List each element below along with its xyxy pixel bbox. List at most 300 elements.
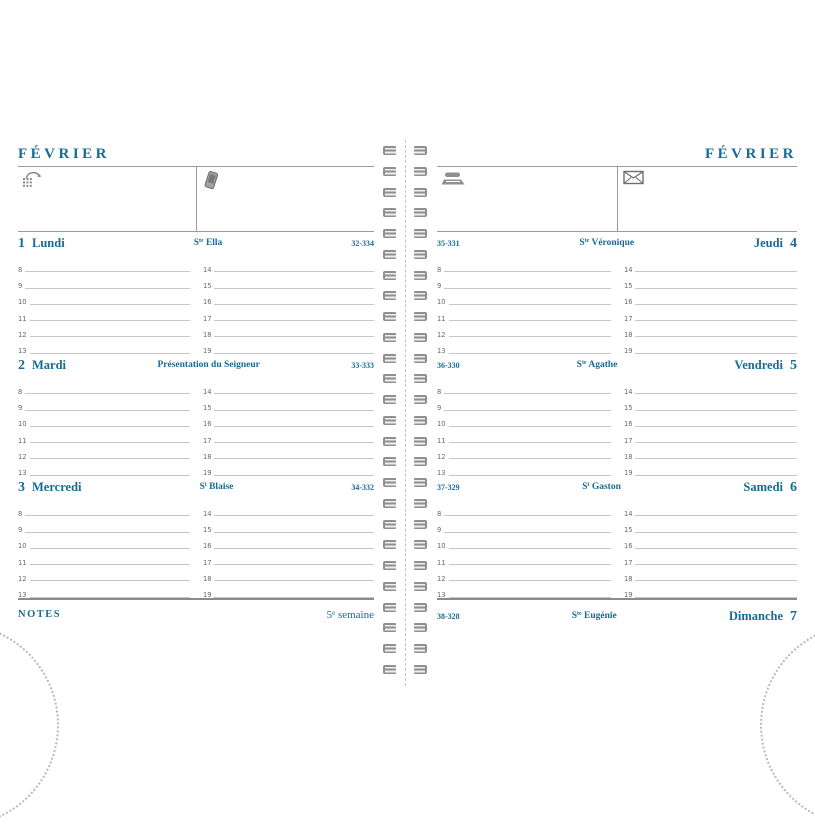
- hour-row: [623, 394, 798, 413]
- day-header: [437, 476, 797, 500]
- hour-row: [202, 459, 375, 478]
- fax-icon: [441, 170, 617, 188]
- day-label: [754, 236, 797, 252]
- binding-loop-pair: [383, 291, 427, 300]
- hour-label: 11: [437, 558, 446, 567]
- hour-row: [203, 305, 375, 321]
- hour-line: [30, 352, 190, 354]
- hour-label: 15: [623, 281, 633, 291]
- binding-loop-right: [414, 291, 427, 300]
- day-block-jeudi-4: [437, 232, 797, 354]
- day-name: Dimanche: [728, 609, 783, 623]
- hour-label: 17: [202, 314, 212, 323]
- hour-label: 18: [202, 330, 212, 339]
- phone-keypad-icon: [22, 170, 196, 188]
- hour-label: 13: [437, 591, 446, 600]
- hour-line: [30, 596, 190, 598]
- hour-label: 19: [623, 591, 633, 600]
- day-number: 6: [790, 480, 797, 495]
- hour-label: 11: [18, 558, 27, 567]
- binding-loop-right: [414, 250, 427, 259]
- hour-row: [203, 411, 375, 427]
- hour-label: 16: [623, 298, 633, 307]
- hour-label: 17: [623, 558, 633, 567]
- hour-row: [623, 459, 798, 478]
- hour-label: 14: [623, 387, 633, 396]
- envelope-icon: [623, 170, 797, 185]
- day-label: [734, 358, 797, 374]
- left-page: [18, 140, 374, 621]
- hour-line: [214, 596, 374, 598]
- hour-label: 8: [437, 265, 442, 274]
- saint-name: $S^{te}$ Agathe: [576, 360, 618, 370]
- hour-label: 15: [623, 403, 633, 413]
- hour-row: [437, 321, 611, 337]
- binding-loop-left: [383, 416, 396, 425]
- hour-line: [214, 474, 374, 476]
- binding-loop-pair: [383, 333, 427, 342]
- hour-row: [203, 533, 375, 549]
- hour-row: [624, 533, 798, 549]
- month-title: FÉVRIER: [704, 146, 797, 162]
- hour-label: 12: [437, 452, 446, 461]
- hour-row: [624, 443, 798, 459]
- hour-label: 16: [623, 420, 633, 429]
- binding-loop-pair: [383, 520, 427, 529]
- binding-loop-left: [383, 188, 396, 197]
- hour-label: 18: [623, 452, 633, 461]
- left-page-header: [18, 140, 374, 167]
- hour-label: 9: [437, 525, 442, 535]
- day-code: 35-331: [437, 239, 460, 248]
- day-name: Jeudi: [753, 236, 783, 250]
- hour-line: [449, 474, 611, 476]
- saint-name: $S^t$ Blaise: [199, 482, 234, 492]
- hour-label: 19: [202, 469, 212, 478]
- hour-label: 16: [202, 420, 212, 429]
- binding-loop-left: [383, 291, 396, 300]
- hour-label: 12: [437, 330, 446, 339]
- hour-label: 11: [437, 314, 446, 323]
- hour-row: [202, 337, 375, 356]
- hour-label: 11: [18, 436, 27, 445]
- hour-label: 13: [18, 347, 27, 356]
- binding-loop-left: [383, 520, 396, 529]
- day-code: 36-330: [437, 361, 460, 370]
- binding-loop-pair: [383, 312, 427, 321]
- hour-line: [449, 596, 611, 598]
- hour-label: 10: [437, 298, 446, 307]
- hour-label: 8: [18, 387, 23, 396]
- day-label: [18, 236, 65, 252]
- hour-label: 13: [18, 469, 27, 478]
- hour-row: [203, 549, 375, 565]
- saint-name: $S^{te}$ Ella: [193, 238, 223, 248]
- hour-row: [624, 565, 798, 581]
- hour-row: [18, 533, 190, 549]
- binding-loop-left: [383, 229, 396, 238]
- binding-loop-left: [383, 540, 396, 549]
- hour-label: 17: [623, 314, 633, 323]
- binding-loop-pair: [383, 395, 427, 404]
- hour-row: [437, 427, 611, 443]
- binding-loop-right: [414, 208, 427, 217]
- binding-loop-left: [383, 561, 396, 570]
- hour-row: [18, 305, 190, 321]
- binding-loop-left: [383, 582, 396, 591]
- hour-row: [203, 289, 375, 305]
- hour-row: [437, 581, 611, 600]
- hour-row: [624, 256, 798, 272]
- hour-row: [623, 581, 798, 600]
- binding-loop-right: [414, 499, 427, 508]
- binding-loop-right: [414, 457, 427, 466]
- day-block-samedi-6: [437, 476, 797, 598]
- day-name: Mercredi: [32, 480, 82, 494]
- hour-line: [635, 596, 797, 598]
- binding-loop-pair: [383, 623, 427, 632]
- binding-loop-left: [383, 395, 396, 404]
- hour-row: [203, 256, 375, 272]
- mail-notes-cell: [617, 167, 797, 231]
- binding-loop-left: [383, 665, 396, 674]
- binding-loop-left: [383, 644, 396, 653]
- day-label: [729, 609, 797, 625]
- day-header: [18, 354, 374, 378]
- day-number: 4: [790, 236, 797, 251]
- day-code: 32-334: [351, 239, 374, 248]
- hour-row: [624, 378, 798, 394]
- binding-loop-left: [383, 374, 396, 383]
- day-block-mardi-2: [18, 354, 374, 476]
- hour-label: 13: [18, 591, 27, 600]
- hour-label: 12: [18, 574, 27, 583]
- hour-row: [203, 427, 375, 443]
- binding-loop-pair: [383, 354, 427, 363]
- hour-label: 14: [202, 387, 212, 396]
- hour-row: [437, 565, 611, 581]
- binding-loop-pair: [383, 603, 427, 612]
- hour-row: [624, 321, 798, 337]
- hour-row: [202, 581, 375, 600]
- day-block-dimanche-7: [437, 598, 797, 625]
- right-page-header: [437, 140, 797, 167]
- binding-loop-pair: [383, 644, 427, 653]
- hour-label: 15: [202, 281, 212, 291]
- day-block-vendredi-5: [437, 354, 797, 476]
- spiral-binding: [383, 146, 427, 674]
- hour-row: [624, 427, 798, 443]
- day-header: [18, 232, 374, 256]
- binding-loop-right: [414, 146, 427, 155]
- hour-label: 17: [202, 436, 212, 445]
- binding-loop-left: [383, 250, 396, 259]
- hour-row: [18, 516, 190, 535]
- binding-loop-pair: [383, 374, 427, 383]
- binding-loop-left: [383, 167, 396, 176]
- binding-loop-right: [414, 229, 427, 238]
- right-icon-row: [437, 167, 797, 232]
- day-header: [18, 476, 374, 500]
- binding-loop-left: [383, 271, 396, 280]
- hour-row: [624, 549, 798, 565]
- binding-loop-right: [414, 333, 427, 342]
- hour-row: [203, 565, 375, 581]
- hour-line: [30, 474, 190, 476]
- hour-row: [18, 256, 190, 272]
- hour-row: [18, 443, 190, 459]
- hour-label: 19: [623, 469, 633, 478]
- day-block-lundi-1: [18, 232, 374, 354]
- hour-label: 18: [623, 330, 633, 339]
- hour-row: [18, 394, 190, 413]
- hour-label: 15: [202, 525, 212, 535]
- right-page: [437, 140, 797, 625]
- hour-row: [18, 337, 190, 356]
- day-header: [437, 354, 797, 378]
- day-name: Lundi: [32, 236, 65, 250]
- binding-loop-right: [414, 167, 427, 176]
- hour-row: [18, 321, 190, 337]
- binding-loop-pair: [383, 416, 427, 425]
- day-name: Vendredi: [734, 358, 783, 372]
- hour-grid: [437, 256, 797, 354]
- hour-line: [635, 352, 797, 354]
- hour-label: 11: [437, 436, 446, 445]
- hour-label: 15: [202, 403, 212, 413]
- binding-loop-pair: [383, 478, 427, 487]
- hour-label: 15: [623, 525, 633, 535]
- binding-loop-pair: [383, 561, 427, 570]
- hour-row: [623, 272, 798, 291]
- day-number: 5: [790, 358, 797, 373]
- day-name: Samedi: [743, 480, 783, 494]
- binding-loop-pair: [383, 665, 427, 674]
- binding-loop-right: [414, 312, 427, 321]
- day-number: 1: [18, 236, 25, 251]
- hour-row: [437, 500, 611, 516]
- hour-grid: [437, 378, 797, 476]
- week-number-label: 5e semaine: [326, 609, 374, 621]
- hour-row: [437, 305, 611, 321]
- hour-row: [624, 305, 798, 321]
- hour-row: [18, 378, 190, 394]
- hour-label: 13: [437, 347, 446, 356]
- hour-label: 17: [202, 558, 212, 567]
- hour-label: 17: [623, 436, 633, 445]
- hour-label: 9: [437, 403, 442, 413]
- hour-row: [202, 516, 375, 535]
- binding-loop-pair: [383, 499, 427, 508]
- hour-label: 14: [202, 509, 212, 518]
- binding-loop-left: [383, 312, 396, 321]
- day-label: [18, 358, 66, 374]
- day-code: 33-333: [351, 361, 374, 370]
- binding-loop-right: [414, 520, 427, 529]
- hour-row: [437, 459, 611, 478]
- left-icon-row: [18, 167, 374, 232]
- binding-loop-pair: [383, 229, 427, 238]
- hour-label: 18: [202, 574, 212, 583]
- hour-grid: [18, 500, 374, 598]
- hour-row: [18, 581, 190, 600]
- binding-loop-right: [414, 561, 427, 570]
- binding-loop-right: [414, 271, 427, 280]
- corner-arc-left: [0, 623, 59, 827]
- day-number: 2: [18, 358, 25, 373]
- binding-loop-right: [414, 354, 427, 363]
- hour-label: 10: [18, 542, 27, 551]
- hour-row: [18, 411, 190, 427]
- hour-row: [437, 394, 611, 413]
- binding-loop-left: [383, 603, 396, 612]
- hour-label: 19: [202, 591, 212, 600]
- hour-label: 9: [18, 525, 23, 535]
- hour-label: 8: [437, 509, 442, 518]
- hour-label: 12: [18, 330, 27, 339]
- mobile-notes-cell: [196, 167, 374, 231]
- hour-row: [202, 394, 375, 413]
- binding-loop-right: [414, 644, 427, 653]
- day-number: 7: [790, 609, 797, 624]
- saint-name: $S^{te}$ Véronique: [579, 238, 635, 248]
- hour-grid: [18, 378, 374, 476]
- hour-label: 14: [623, 509, 633, 518]
- hour-label: 9: [18, 281, 23, 291]
- binding-loop-right: [414, 623, 427, 632]
- hour-label: 9: [437, 281, 442, 291]
- hour-label: 8: [18, 265, 23, 274]
- hour-label: 10: [437, 420, 446, 429]
- hour-row: [18, 427, 190, 443]
- hour-label: 18: [623, 574, 633, 583]
- binding-loop-left: [383, 146, 396, 155]
- binding-loop-pair: [383, 271, 427, 280]
- binding-loop-pair: [383, 146, 427, 155]
- saint-name: Présentation du Seigneur: [157, 360, 260, 370]
- binding-loop-left: [383, 333, 396, 342]
- corner-arc-right: [760, 623, 815, 827]
- hour-row: [18, 565, 190, 581]
- hour-row: [623, 516, 798, 535]
- hour-row: [437, 443, 611, 459]
- day-code: 37-329: [437, 483, 460, 492]
- hour-grid: [18, 256, 374, 354]
- binding-loop-left: [383, 457, 396, 466]
- hour-line: [449, 352, 611, 354]
- binding-loop-pair: [383, 188, 427, 197]
- binding-loop-left: [383, 354, 396, 363]
- hour-label: 16: [623, 542, 633, 551]
- hour-label: 14: [202, 265, 212, 274]
- hour-row: [18, 289, 190, 305]
- hour-row: [437, 533, 611, 549]
- binding-loop-pair: [383, 540, 427, 549]
- hour-row: [437, 272, 611, 291]
- hour-row: [437, 256, 611, 272]
- hour-row: [202, 272, 375, 291]
- binding-loop-right: [414, 188, 427, 197]
- fax-notes-cell: [437, 167, 617, 231]
- hour-label: 10: [18, 420, 27, 429]
- day-label: [18, 480, 82, 496]
- binding-loop-right: [414, 374, 427, 383]
- hour-label: 19: [623, 347, 633, 356]
- hour-label: 19: [202, 347, 212, 356]
- hour-label: 14: [623, 265, 633, 274]
- binding-loop-right: [414, 665, 427, 674]
- binding-loop-right: [414, 416, 427, 425]
- hour-label: 10: [18, 298, 27, 307]
- hour-row: [624, 500, 798, 516]
- binding-loop-pair: [383, 582, 427, 591]
- hour-label: 10: [437, 542, 446, 551]
- hour-label: 16: [202, 298, 212, 307]
- hour-label: 11: [18, 314, 27, 323]
- binding-loop-left: [383, 208, 396, 217]
- hour-label: 8: [437, 387, 442, 396]
- binding-loop-left: [383, 478, 396, 487]
- hour-row: [18, 549, 190, 565]
- hour-row: [203, 500, 375, 516]
- hour-row: [437, 411, 611, 427]
- binding-loop-right: [414, 540, 427, 549]
- hour-row: [624, 289, 798, 305]
- hour-row: [18, 459, 190, 478]
- binding-loop-right: [414, 582, 427, 591]
- hour-label: 8: [18, 509, 23, 518]
- hour-row: [437, 337, 611, 356]
- hour-row: [203, 443, 375, 459]
- binding-loop-right: [414, 603, 427, 612]
- phone-notes-cell: [18, 167, 196, 231]
- hour-label: 12: [437, 574, 446, 583]
- day-block-mercredi-3: [18, 476, 374, 598]
- hour-label: 12: [18, 452, 27, 461]
- day-header: [437, 232, 797, 256]
- binding-loop-left: [383, 437, 396, 446]
- binding-loop-right: [414, 437, 427, 446]
- month-title: FÉVRIER: [18, 146, 111, 162]
- hour-label: 9: [18, 403, 23, 413]
- binding-loop-pair: [383, 250, 427, 259]
- hour-row: [203, 321, 375, 337]
- hour-label: 18: [202, 452, 212, 461]
- mobile-phone-icon: [202, 170, 374, 192]
- day-number: 3: [18, 480, 25, 495]
- binding-loop-right: [414, 395, 427, 404]
- hour-row: [623, 337, 798, 356]
- day-label: [743, 480, 797, 496]
- binding-loop-pair: [383, 167, 427, 176]
- hour-grid: [437, 500, 797, 598]
- hour-row: [18, 272, 190, 291]
- hour-line: [635, 474, 797, 476]
- saint-name: $S^t$ Gaston: [582, 482, 621, 492]
- hour-row: [624, 411, 798, 427]
- hour-row: [203, 378, 375, 394]
- hour-label: 13: [437, 469, 446, 478]
- day-code: 34-332: [351, 483, 374, 492]
- hour-row: [437, 289, 611, 305]
- binding-loop-left: [383, 623, 396, 632]
- notes-label: NOTES: [18, 609, 62, 620]
- binding-loop-right: [414, 478, 427, 487]
- binding-loop-pair: [383, 208, 427, 217]
- binding-loop-pair: [383, 437, 427, 446]
- hour-line: [214, 352, 374, 354]
- hour-row: [437, 549, 611, 565]
